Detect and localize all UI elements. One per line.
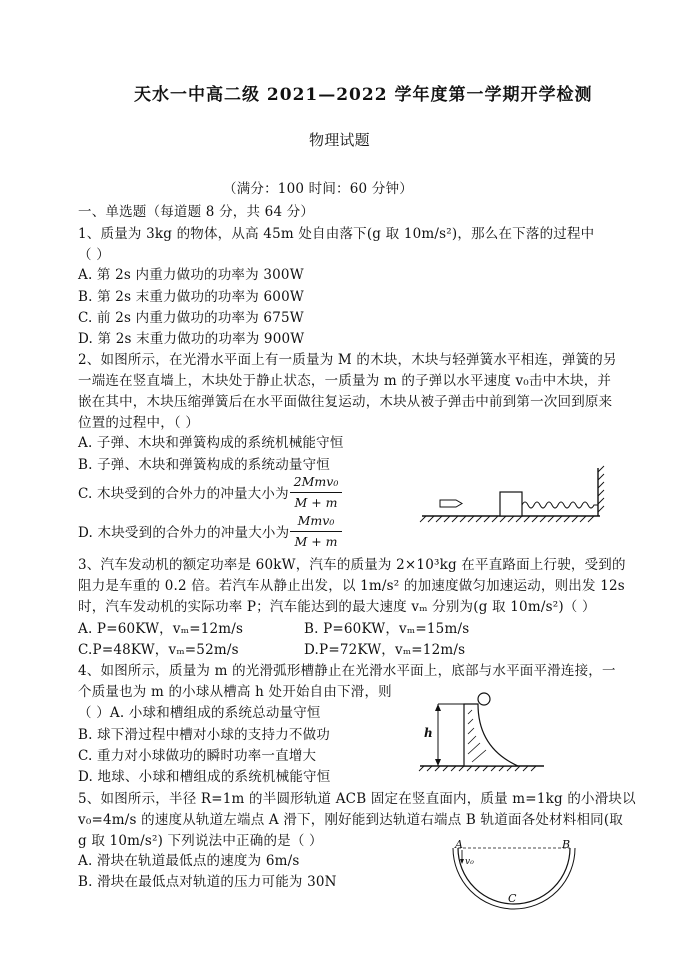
- q4-line1: 4、如图所示，质量为 m 的光滑弧形槽静止在光滑水平面上，底部与水平面平滑连接，一: [78, 663, 616, 679]
- q1-blank: （ ）: [78, 247, 110, 263]
- q2-line3: 嵌在其中，木块压缩弹簧后在水平面做往复运动，木块从被子弹击中前到第一次回到原来: [78, 394, 613, 410]
- q3-option-b: B. P=60KW，vₘ=15m/s: [304, 621, 470, 637]
- q4-option-c: C. 重力对小球做功的瞬时功率一直增大: [78, 748, 317, 764]
- q2-option-b: B. 子弹、木块和弹簧构成的系统动量守恒: [78, 457, 331, 473]
- q3-line2: 阻力是车重的 0.2 倍。若汽车从静止出发，以 1m/s² 的加速度做匀加速运动，则出发 12s: [78, 578, 625, 594]
- q2-option-c: C. 木块受到的合外力的冲量大小为: [78, 486, 289, 502]
- q2-option-a: A. 子弹、木块和弹簧构成的系统机械能守恒: [78, 435, 344, 451]
- q5-fig-label-v0: v₀: [465, 857, 475, 867]
- q2-c-fraction-bar: [290, 492, 342, 493]
- q2-d-numerator: Mmv₀: [297, 513, 335, 528]
- q1-option-c: C. 前 2s 内重力做功的功率为 675W: [78, 310, 304, 326]
- q3-line3: 时，汽车发动机的实际功率 P；汽车能达到的最大速度 vₘ 分别为(g 取 10m/s²)（ ）: [78, 599, 596, 615]
- q1-option-b: B. 第 2s 末重力做功的功率为 600W: [78, 289, 304, 305]
- q5-line1: 5、如图所示，半径 R=1m 的半圆形轨道 ACB 固定在竖直面内，质量 m=1kg 的小滑块以: [78, 791, 636, 807]
- q5-option-b: B. 滑块在最低点对轨道的压力可能为 30N: [78, 874, 337, 890]
- q2-line1: 2、如图所示，在光滑水平面上有一质量为 M 的木块，木块与轻弹簧水平相连，弹簧的另: [78, 352, 617, 368]
- q5-fig-label-c: C: [508, 892, 517, 905]
- q2-spring-block-figure: [420, 464, 610, 524]
- q4-fig-label-h: h: [424, 726, 433, 740]
- q4-option-a: （ ）A. 小球和槽组成的系统总动量守恒: [78, 705, 321, 721]
- q1-option-d: D. 第 2s 末重力做功的功率为 900W: [78, 331, 305, 347]
- q5-line3: g 取 10m/s²) 下列说法中正确的是（ ）: [78, 833, 323, 849]
- q2-c-numerator: 2Mmv₀: [293, 474, 339, 489]
- q4-curved-slot-figure: [416, 690, 548, 772]
- q2-c-denominator: M + m: [294, 495, 338, 510]
- exam-title: 天水一中高二级 2021—2022 学年度第一学期开学检测: [134, 85, 593, 105]
- q3-option-d: D.P=72KW，vₘ=12m/s: [304, 642, 466, 658]
- q1-option-a: A. 第 2s 内重力做功的功率为 300W: [78, 267, 304, 283]
- q5-fig-label-b: B: [562, 838, 571, 851]
- q1-stem: 1、质量为 3kg 的物体，从高 45m 处自由落下(g 取 10m/s²)，那么在下落的过程中: [78, 226, 595, 242]
- q2-line4: 位置的过程中，（ ）: [78, 415, 200, 431]
- q2-d-fraction-bar: [290, 531, 342, 532]
- q3-option-c: C.P=48KW，vₘ=52m/s: [78, 642, 239, 658]
- q5-option-a: A. 滑块在轨道最低点的速度为 6m/s: [78, 853, 300, 869]
- exam-info: （满分：100 时间：60 分钟）: [223, 181, 413, 197]
- q3-option-a: A. P=60KW，vₘ=12m/s: [78, 621, 244, 637]
- subject-title: 物理试题: [309, 131, 370, 149]
- q4-option-b: B. 球下滑过程中槽对小球的支持力不做功: [78, 727, 331, 743]
- q5-line2: v₀=4m/s 的速度从轨道左端点 A 滑下，刚好能到达轨道右端点 B 轨道面各处材料相同(取: [78, 812, 624, 828]
- q3-line1: 3、汽车发动机的额定功率是 60kW，汽车的质量为 2×10³kg 在平直路面上行驶，受到的: [78, 557, 626, 573]
- q5-fig-label-a: A: [455, 838, 464, 851]
- q2-option-d: D. 木块受到的合外力的冲量大小为: [78, 525, 290, 541]
- q2-line2: 一端连在竖直墙上，木块处于静止状态，一质量为 m 的子弹以水平速度 v₀击中木块，并: [78, 373, 612, 389]
- q4-option-d: D. 地球、小球和槽组成的系统机械能守恒: [78, 769, 331, 785]
- q2-d-denominator: M + m: [294, 534, 338, 549]
- section-heading: 一、单选题（每道题 8 分，共 64 分）: [78, 204, 315, 220]
- q4-line2: 个质量也为 m 的小球从槽高 h 处开始自由下滑，则: [78, 684, 392, 700]
